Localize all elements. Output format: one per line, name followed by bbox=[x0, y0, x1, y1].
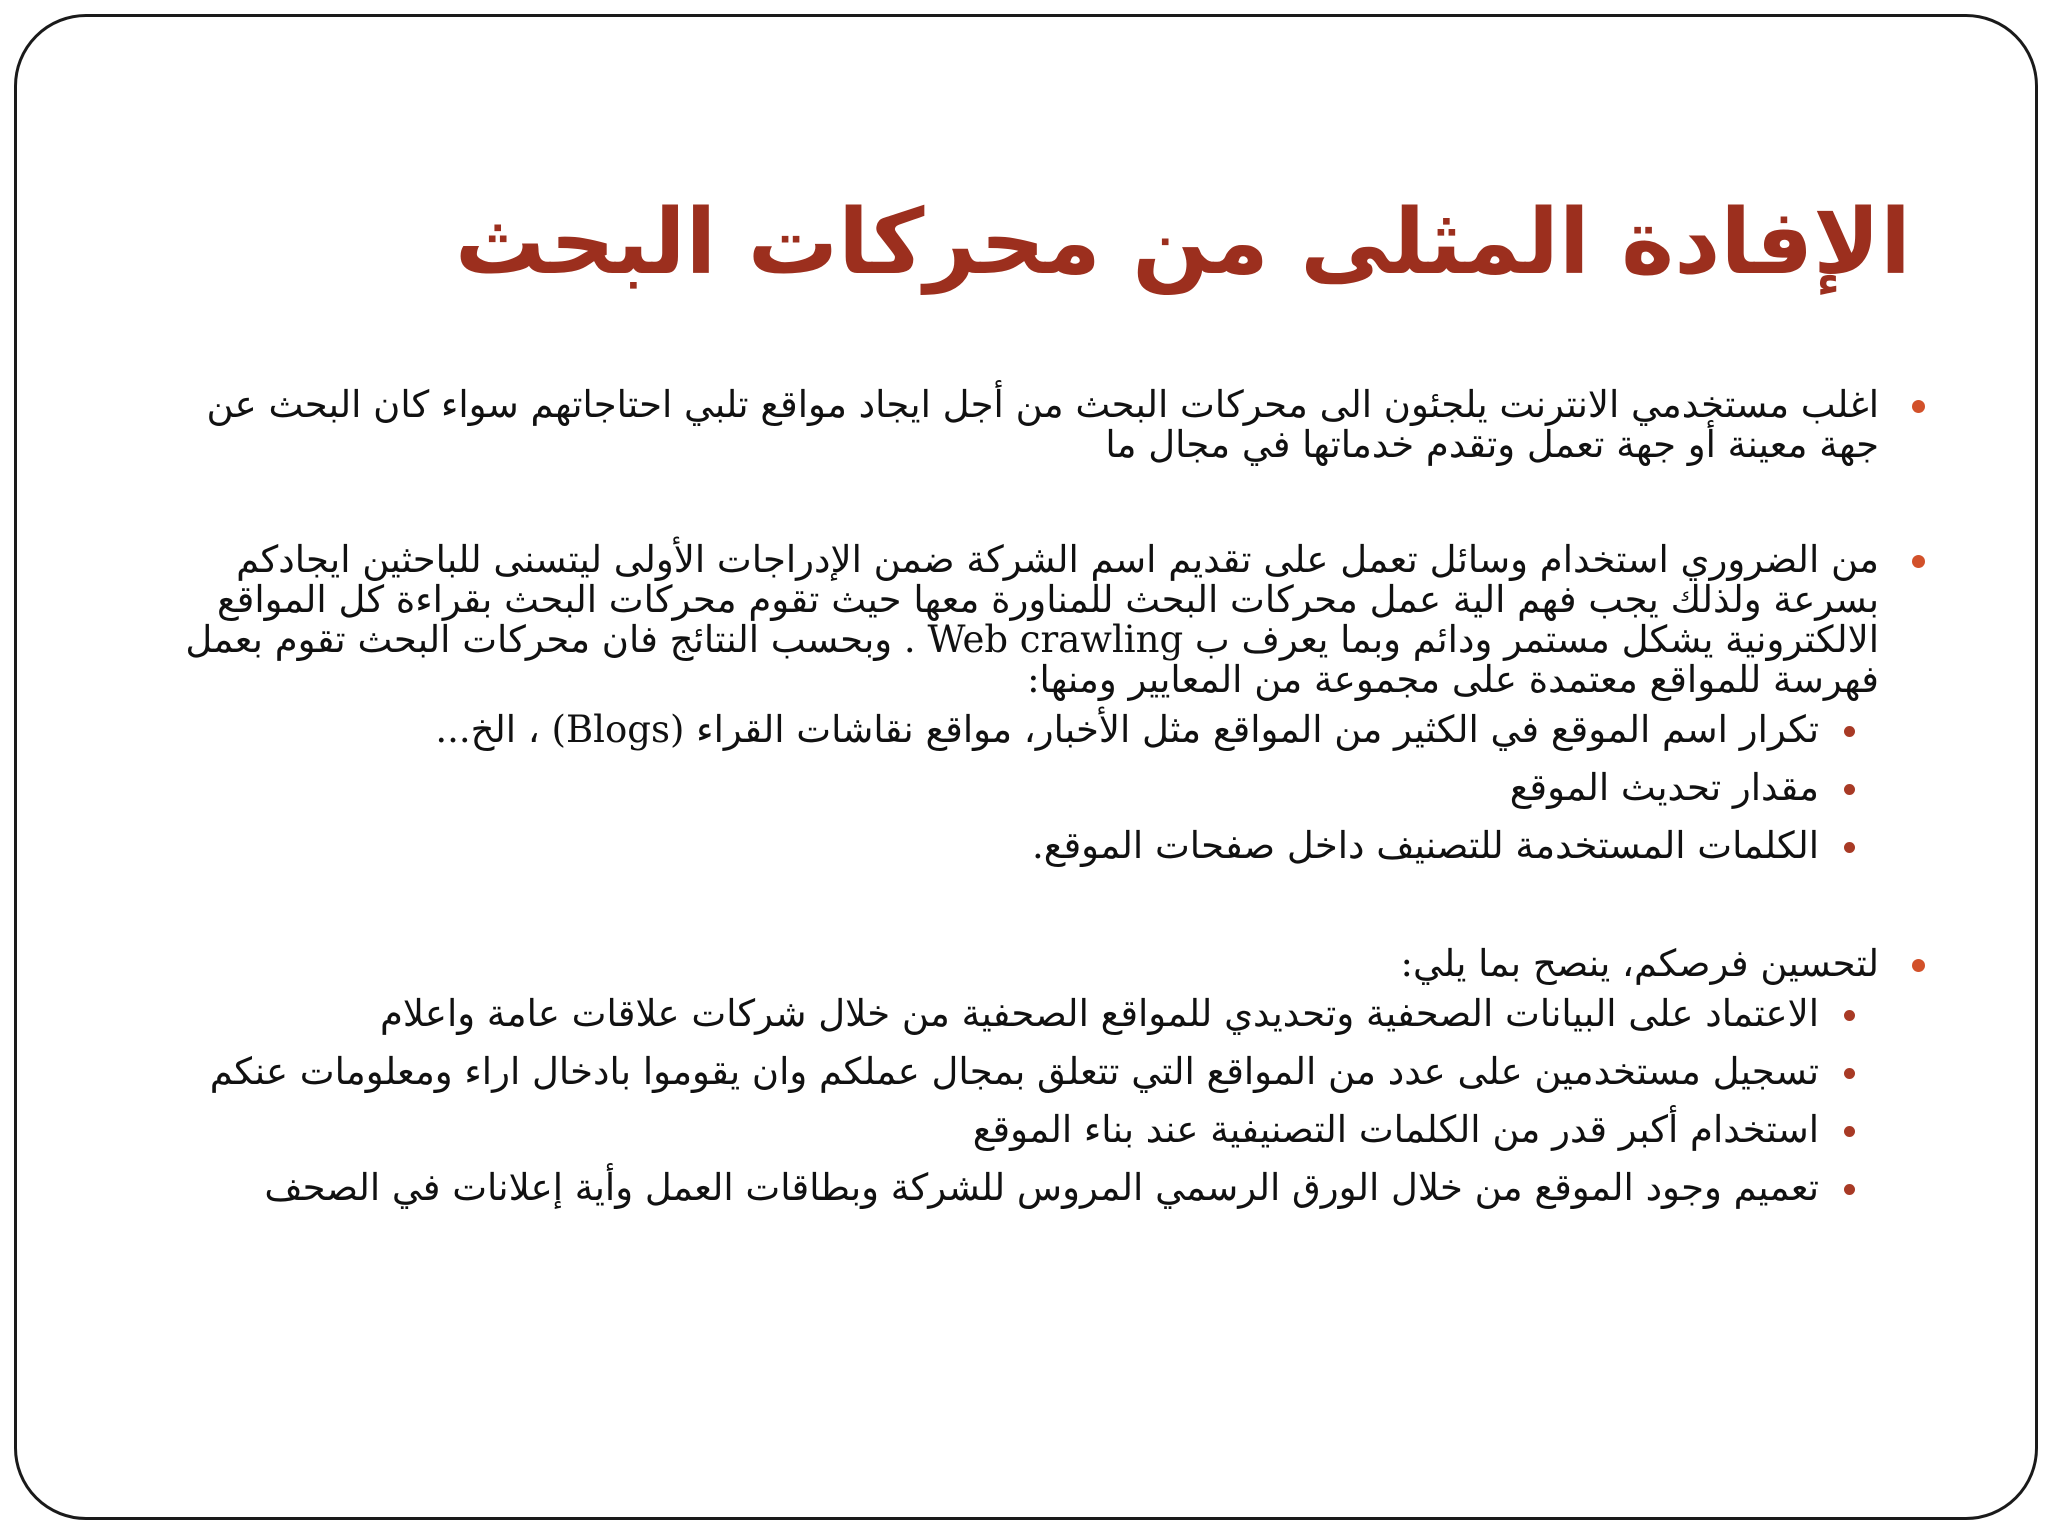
bullet-item bbox=[183, 540, 1883, 866]
bullet-dot-icon bbox=[1912, 959, 1925, 972]
slide-title: الإفادة المثلى من محركات البحث bbox=[454, 190, 1911, 295]
sub-bullet-list bbox=[183, 994, 1879, 1208]
sub-bullet-item bbox=[183, 826, 1819, 866]
bullet-item bbox=[183, 944, 1883, 1208]
bullet-text: من الضروري استخدام وسائل تعمل على تقديم اسم الشركة ضمن الإدراجات الأولى ليتسنى للباحثين ايجادكم بسرعة ولذلك يجب فهم الية عمل محركات البحث للمناورة معها حيث تقوم محركات البحث بقراءة كل المواقع الالكترونية يشكل مستمر ودائم وبما يعرف ب Web crawling . وبحسب النتائج فان محركات البحث تقوم بعمل فهرسة للمواقع معتمدة على مجموعة من المعايير ومنها: bbox=[185, 538, 1879, 701]
sub-bullet-item bbox=[183, 1110, 1819, 1150]
bullet-text: لتحسين فرصكم، ينصح بما يلي: bbox=[1400, 942, 1879, 985]
sub-bullet-dot-icon bbox=[1844, 1010, 1855, 1021]
slide-content bbox=[183, 385, 1883, 1226]
sub-bullet-dot-icon bbox=[1844, 1126, 1855, 1137]
sub-bullet-text: تعميم وجود الموقع من خلال الورق الرسمي المروس للشركة وبطاقات العمل وأية إعلانات في الصحف bbox=[264, 1166, 1819, 1209]
sub-bullet-item bbox=[183, 768, 1819, 808]
sub-bullet-dot-icon bbox=[1844, 842, 1855, 853]
slide-frame bbox=[14, 14, 2038, 1520]
sub-bullet-item bbox=[183, 1168, 1819, 1208]
sub-bullet-text: تسجيل مستخدمين على عدد من المواقع التي تتعلق بمجال عملكم وان يقوموا بادخال اراء ومعلومات عنكم bbox=[209, 1050, 1819, 1093]
sub-bullet-dot-icon bbox=[1844, 726, 1855, 737]
bullet-dot-icon bbox=[1912, 400, 1925, 413]
bullet-dot-icon bbox=[1912, 555, 1925, 568]
sub-bullet-text: الاعتماد على البيانات الصحفية وتحديدي للمواقع الصحفية من خلال شركات علاقات عامة واعلام bbox=[379, 992, 1819, 1035]
bullet-text: اغلب مستخدمي الانترنت يلجئون الى محركات البحث من أجل ايجاد مواقع تلبي احتاجاتهم سواء كان البحث عن جهة معينة أو جهة تعمل وتقدم خدماتها في مجال ما bbox=[206, 383, 1879, 466]
sub-bullet-dot-icon bbox=[1844, 784, 1855, 795]
sub-bullet-list bbox=[183, 710, 1879, 866]
sub-bullet-item bbox=[183, 994, 1819, 1034]
sub-bullet-dot-icon bbox=[1844, 1068, 1855, 1079]
sub-bullet-text: الكلمات المستخدمة للتصنيف داخل صفحات الموقع. bbox=[1032, 824, 1819, 867]
sub-bullet-item bbox=[183, 710, 1819, 750]
sub-bullet-text: تكرار اسم الموقع في الكثير من المواقع مثل الأخبار، مواقع نقاشات القراء (Blogs) ، الخ... bbox=[435, 708, 1819, 751]
sub-bullet-text: مقدار تحديث الموقع bbox=[1509, 766, 1819, 809]
bullet-item bbox=[183, 385, 1883, 465]
sub-bullet-item bbox=[183, 1052, 1819, 1092]
sub-bullet-text: استخدام أكبر قدر من الكلمات التصنيفية عند بناء الموقع bbox=[972, 1108, 1819, 1151]
sub-bullet-dot-icon bbox=[1844, 1184, 1855, 1195]
